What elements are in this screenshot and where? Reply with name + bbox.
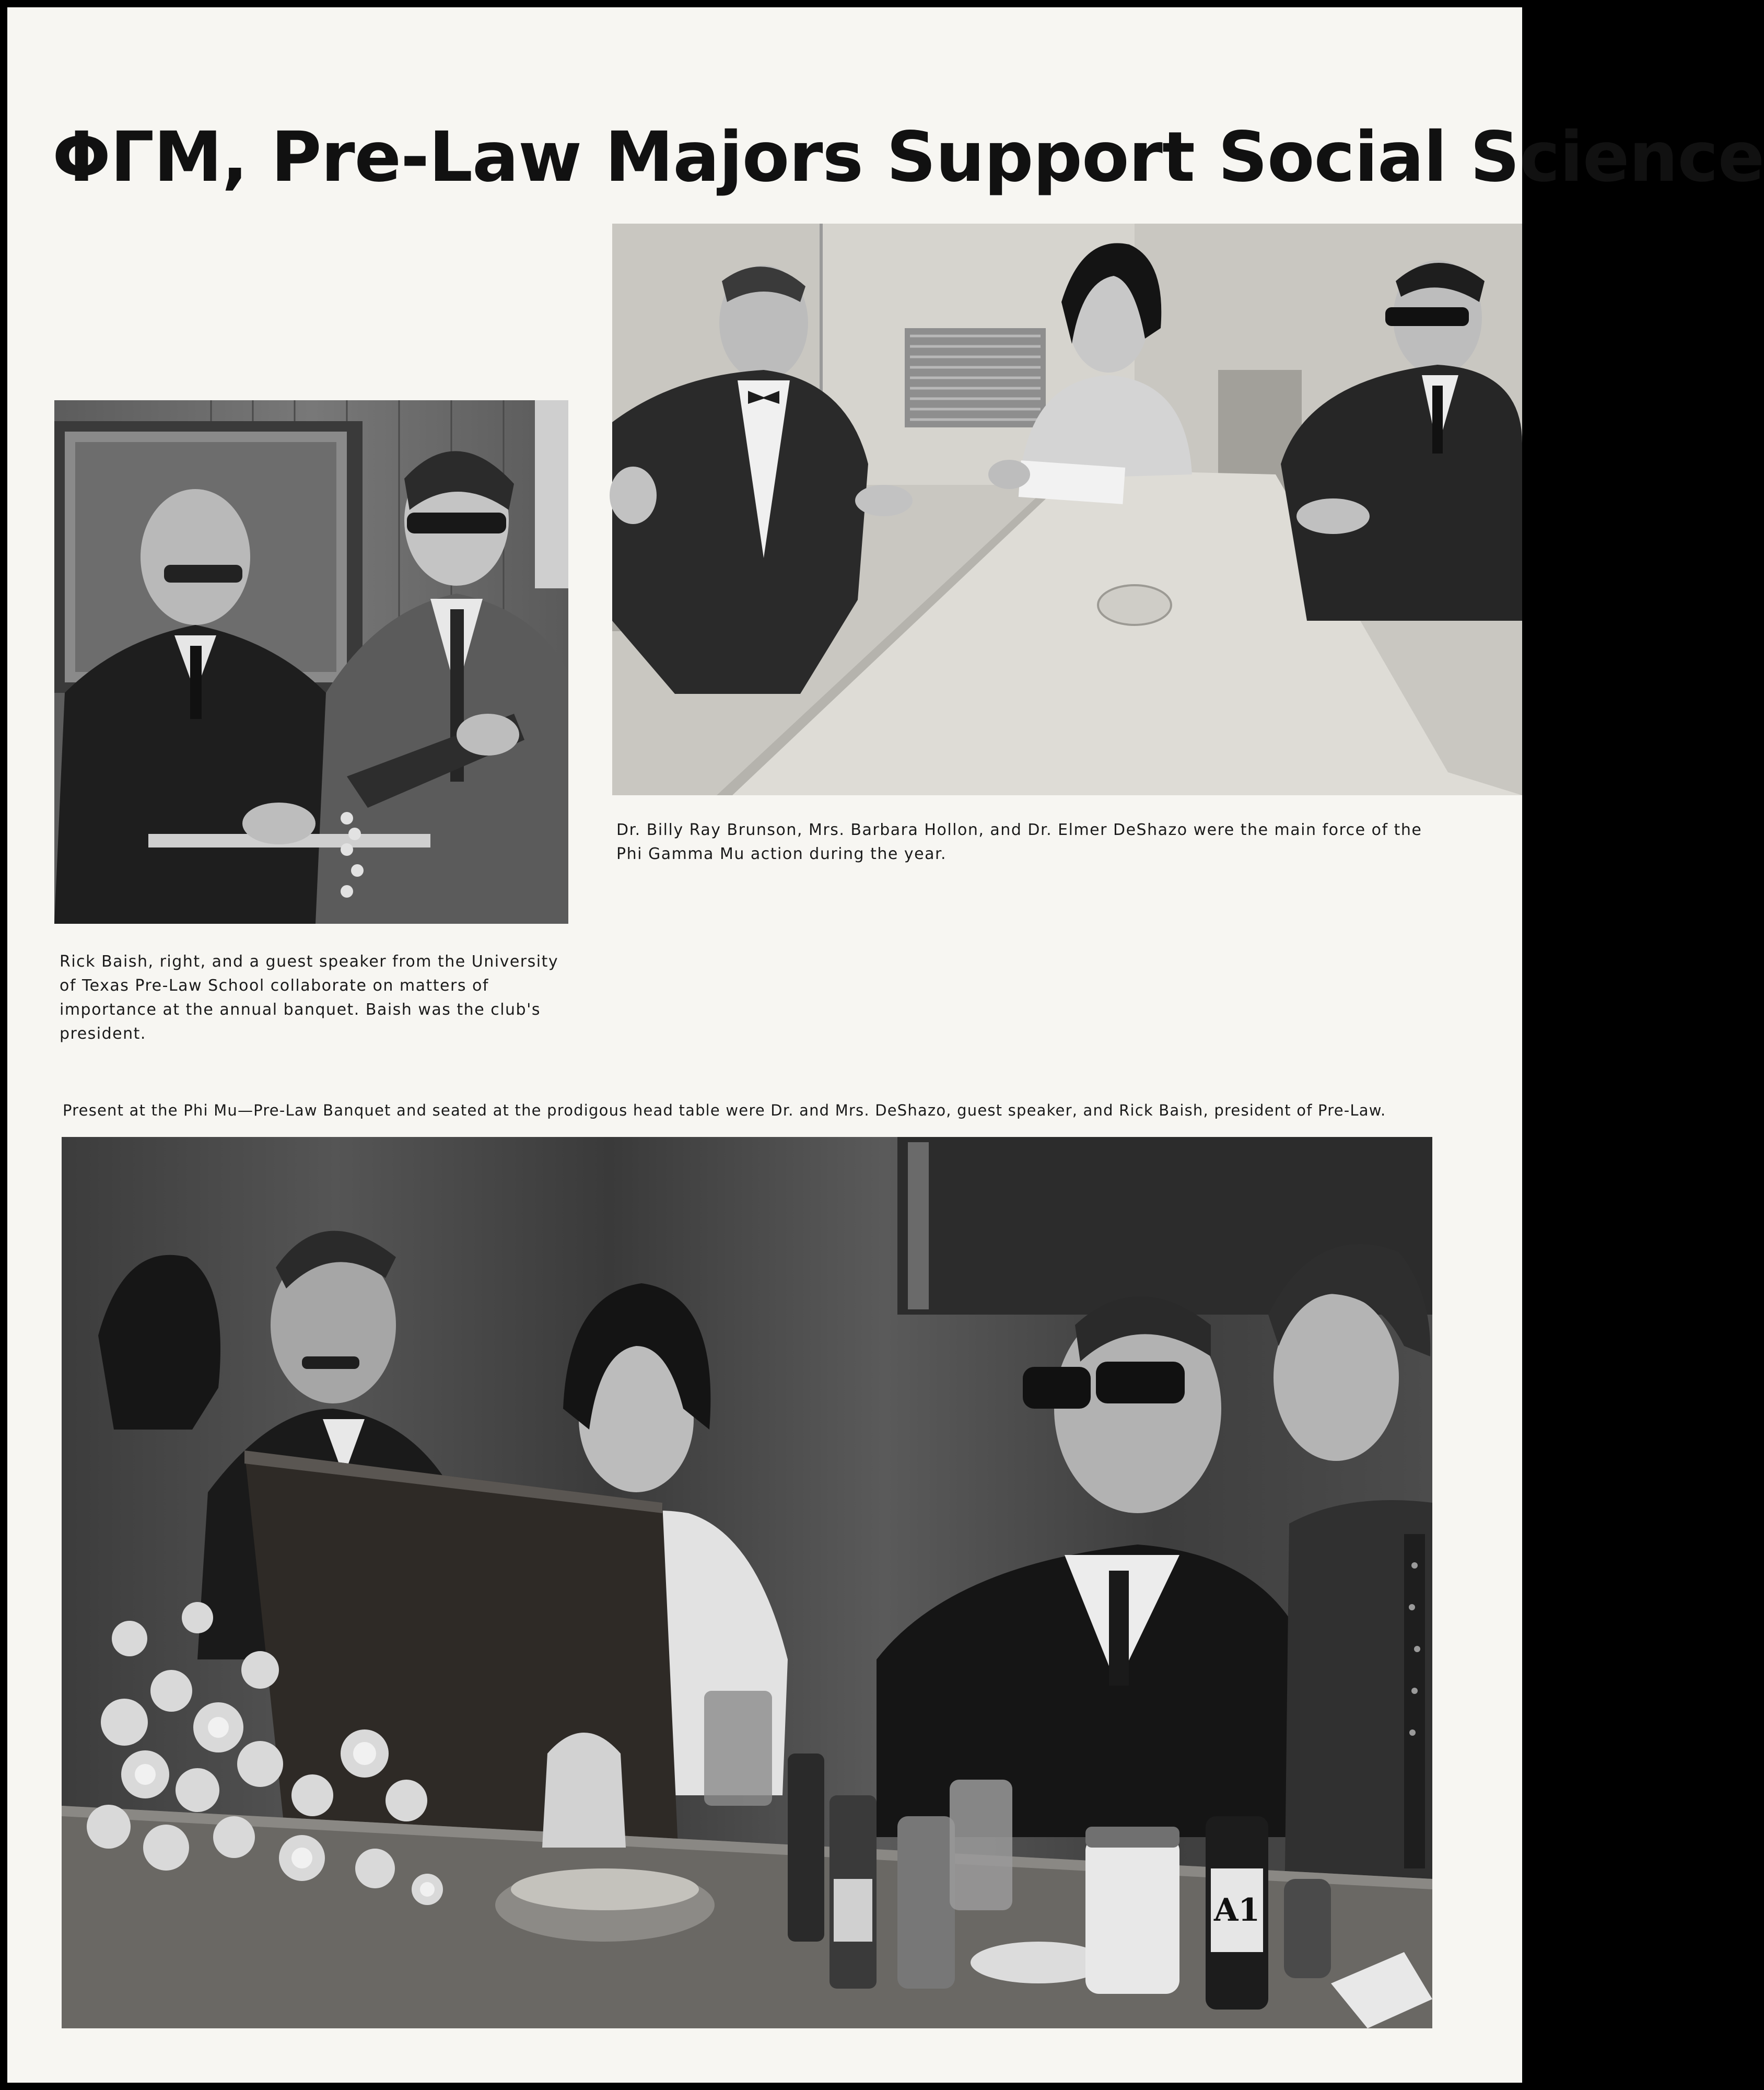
caption-speaker-and-president: Rick Baish, right, and a guest speaker from the University of Texas Pre-Law School collaborate on matters of importance at the annual banquet. Baish was the club's president. (60, 953, 559, 1043)
photo-faculty-at-table-image (612, 224, 1522, 795)
photo-banquet-head-table-image (62, 1137, 1432, 2028)
page-title: ΦΓΜ, Pre-Law Majors Support Social Science (52, 117, 1764, 198)
photo-speaker-and-president-image (54, 400, 568, 924)
a1-bottle-label: A1 (1213, 1892, 1260, 1929)
caption-faculty-at-table: Dr. Billy Ray Brunson, Mrs. Barbara Hollon, and Dr. Elmer DeShazo were the main force of the Phi Gamma Mu action during the year. (616, 821, 1422, 863)
photo-banquet-head-table (62, 1137, 1432, 2028)
caption-banquet-head-table: Present at the Phi Mu—Pre-Law Banquet and seated at the prodigous head table were Dr. and Mrs. DeShazo, guest speaker, and Rick Baish, president of Pre-Law. (63, 1101, 1386, 1119)
yearbook-page (7, 7, 1764, 2083)
photo-speaker-and-president (54, 400, 568, 924)
photo-faculty-at-table (612, 224, 1522, 795)
